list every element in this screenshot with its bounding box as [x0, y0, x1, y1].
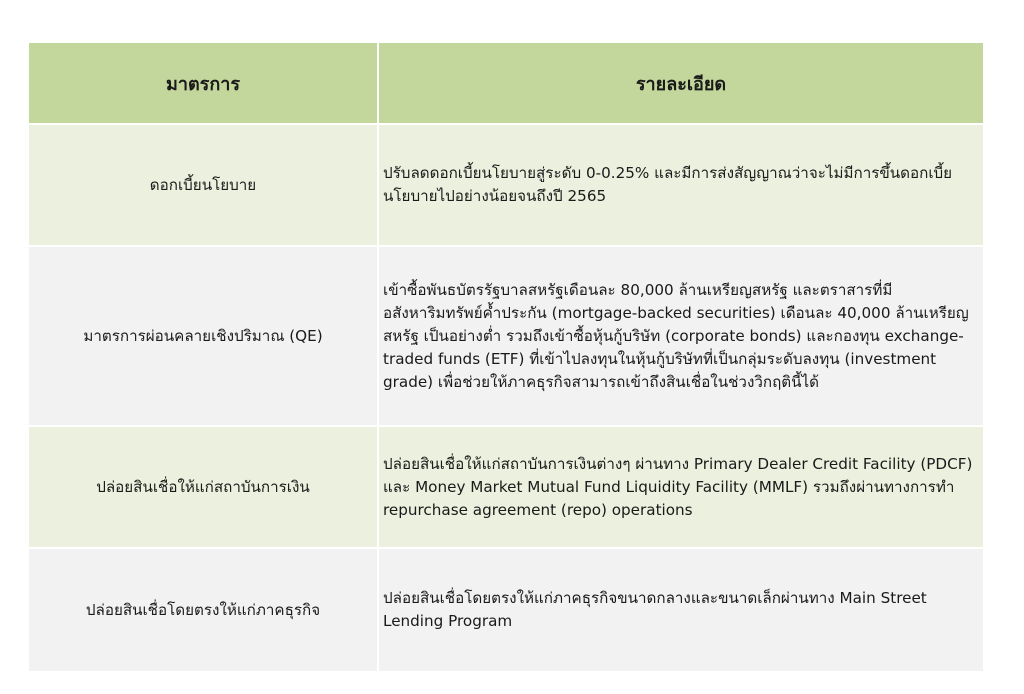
measure-cell: ดอกเบี้ยนโยบาย — [29, 124, 378, 246]
table-row — [29, 124, 983, 246]
column-header-detail: รายละเอียด — [378, 43, 983, 124]
detail-cell: ปล่อยสินเชื่อให้แก่สถาบันการเงินต่างๆ ผ่านทาง Primary Dealer Credit Facility (PDCF) และ Money Market Mutual Fund Liquidity Facility (MMLF) รวมถึงผ่านทางการทำ repurchase agreement (repo) operations — [378, 426, 983, 548]
table-header-row — [29, 43, 983, 124]
measure-cell: มาตรการผ่อนคลายเชิงปริมาณ (QE) — [29, 246, 378, 426]
measure-cell: ปล่อยสินเชื่อโดยตรงให้แก่ภาคธุรกิจ — [29, 548, 378, 672]
table-row — [29, 426, 983, 548]
detail-cell: ปรับลดดอกเบี้ยนโยบายสู่ระดับ 0-0.25% และมีการส่งสัญญาณว่าจะไม่มีการขึ้นดอกเบี้ยนโยบายไปอย่างน้อยจนถึงปี 2565 — [378, 124, 983, 246]
table-row — [29, 246, 983, 426]
measure-cell: ปล่อยสินเชื่อให้แก่สถาบันการเงิน — [29, 426, 378, 548]
column-header-measure: มาตรการ — [29, 43, 378, 124]
detail-cell: เข้าซื้อพันธบัตรรัฐบาลสหรัฐเดือนละ 80,000 ล้านเหรียญสหรัฐ และตราสารที่มีอสังหาริมทรัพย์ค้ำประกัน (mortgage-backed securities) เดือนละ 40,000 ล้านเหรียญสหรัฐ เป็นอย่างต่ำ รวมถึงเข้าซื้อหุ้นกู้บริษัท (corporate bonds) และกองทุน exchange-traded funds (ETF) ที่เข้าไปลงทุนในหุ้นกู้บริษัทที่เป็นกลุ่มระดับลงทุน (investment grade) เพื่อช่วยให้ภาคธุรกิจสามารถเข้าถึงสินเชื่อในช่วงวิกฤตินี้ได้ — [378, 246, 983, 426]
detail-cell: ปล่อยสินเชื่อโดยตรงให้แก่ภาคธุรกิจขนาดกลางและขนาดเล็กผ่านทาง Main Street Lending Program — [378, 548, 983, 672]
measures-table — [29, 43, 983, 673]
table-row — [29, 548, 983, 672]
